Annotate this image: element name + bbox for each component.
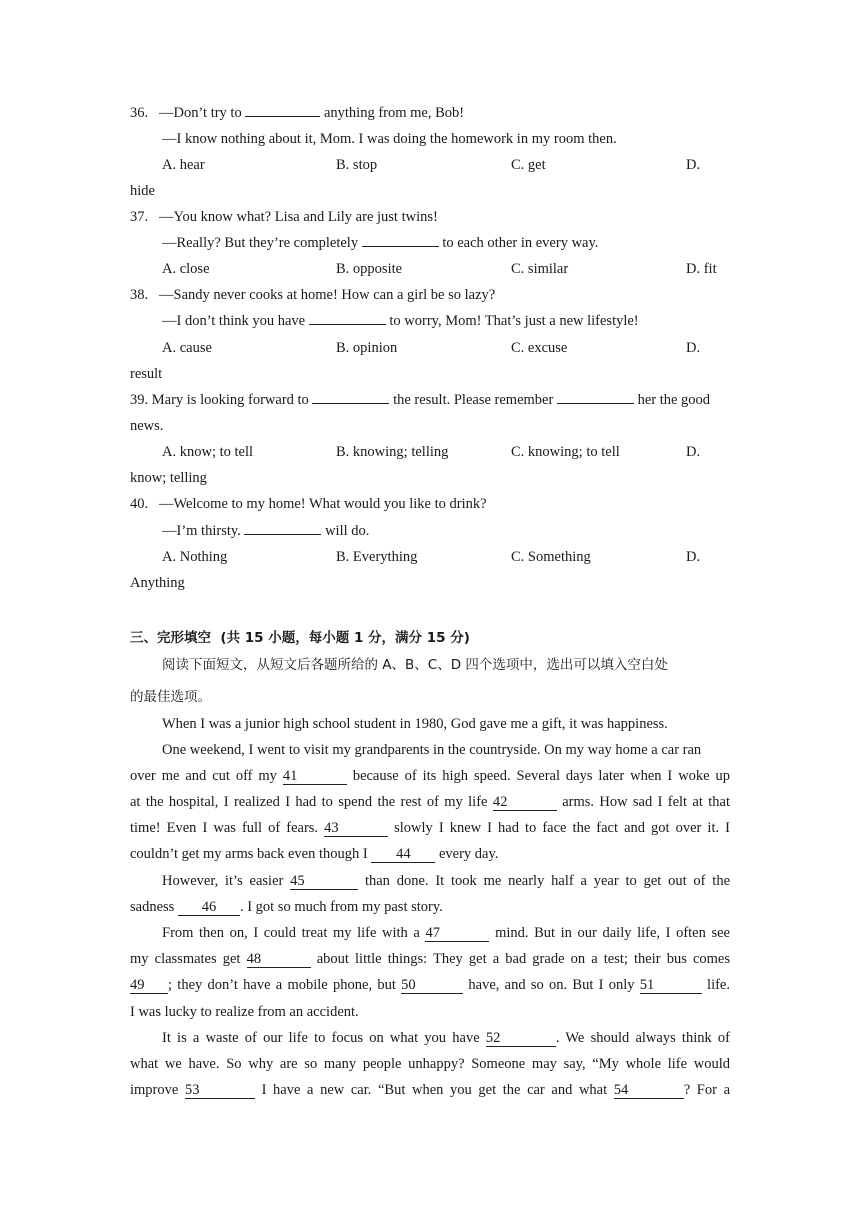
option-d: D. (686, 157, 701, 173)
passage-line: sadness 46 . I got so much from my past story. (130, 899, 443, 915)
option-c: C. similar (511, 261, 569, 277)
question-36-reply: —I know nothing about it, Mom. I was doing the homework in my room then. (162, 131, 617, 147)
option-a: A. cause (162, 340, 212, 356)
answer-blank (244, 534, 321, 535)
option-a: A. Nothing (162, 549, 228, 565)
option-a: A. know; to tell (162, 444, 254, 460)
option-a: A. hear (162, 157, 205, 173)
answer-blank (245, 116, 320, 117)
question-37-stem: 37. —You know what? Lisa and Lily are just twins! (130, 209, 438, 225)
blank-46: 46 (178, 899, 240, 916)
option-b: B. opinion (336, 340, 398, 356)
question-40-stem: 40. —Welcome to my home! What would you like to drink? (130, 496, 487, 512)
option-b: B. knowing; telling (336, 444, 449, 460)
answer-blank (362, 246, 439, 247)
blank-49: 49 (130, 977, 168, 994)
option-d: D. (686, 444, 701, 460)
option-c: C. Something (511, 549, 591, 565)
option-c: C. knowing; to tell (511, 444, 620, 460)
instructions-line-2: 的最佳选项。 (130, 689, 211, 705)
blank-50: 50 (401, 977, 463, 994)
passage-line: couldn’t get my arms back even though I 44 every day. (130, 846, 499, 862)
blank-53: 53 (185, 1082, 255, 1099)
blank-44: 44 (371, 846, 435, 863)
question-38-reply: —I don’t think you have to worry, Mom! That’s just a new lifestyle! (162, 313, 639, 329)
blank-48: 48 (247, 951, 311, 968)
passage-line: what we have. So why are so many people unhappy? Someone may say, “My whole life would (130, 1056, 730, 1072)
passage-line: However, it’s easier 45 than done. It took me nearly half a year to get out of the (162, 873, 731, 889)
blank-42: 42 (493, 794, 557, 811)
passage-paragraph-1: When I was a junior high school student in 1980, God gave me a gift, it was happiness. (162, 716, 668, 732)
option-b: B. opposite (336, 261, 403, 277)
answer-blank (312, 403, 389, 404)
option-d-text: result (130, 366, 163, 382)
option-c: C. excuse (511, 340, 568, 356)
blank-51: 51 (640, 977, 702, 994)
passage-line: over me and cut off my 41 because of its high speed. Several days later when I woke up (130, 768, 731, 784)
passage-line: improve 53 I have a new car. “But when you get the car and what 54 ? For a (130, 1082, 731, 1098)
blank-41: 41 (283, 768, 347, 785)
blank-54: 54 (614, 1082, 684, 1099)
answer-blank (309, 324, 386, 325)
passage-line: at the hospital, I realized I had to spend the rest of my life 42 arms. How sad I felt at that (130, 794, 730, 810)
option-d-text: Anything (130, 575, 185, 591)
passage-line: I was lucky to realize from an accident. (130, 1004, 359, 1020)
passage-line: my classmates get 48 about little things: They get a bad grade on a test; their bus comes (130, 951, 730, 967)
passage-line: It is a waste of our life to focus on what you have 52 . We should always think of (162, 1030, 731, 1046)
option-c: C. get (511, 157, 546, 173)
blank-47: 47 (425, 925, 489, 942)
option-d-text: know; telling (130, 470, 207, 486)
passage-line: One weekend, I went to visit my grandparents in the countryside. On my way home a car ran (162, 742, 702, 758)
question-39-stem: 39. Mary is looking forward to the result. Please remember her the good (130, 392, 711, 408)
passage-line: From then on, I could treat my life with a 47 mind. But in our daily life, I often see (162, 925, 730, 941)
question-39-stem-wrap: news. (130, 418, 164, 434)
section-title: 三、完形填空 (共 15 小题，每小题 1 分，满分 15 分) (130, 630, 470, 646)
blank-43: 43 (324, 820, 388, 837)
passage-line: time! Even I was full of fears. 43 slowly I knew I had to face the fact and got over it. I (130, 820, 730, 836)
question-38-stem: 38. —Sandy never cooks at home! How can a girl be so lazy? (130, 287, 496, 303)
blank-52: 52 (486, 1030, 556, 1047)
option-d: D. fit (686, 261, 717, 277)
blank-45: 45 (290, 873, 358, 890)
answer-blank (557, 403, 634, 404)
question-37-reply: —Really? But they’re completely to each other in every way. (162, 235, 599, 251)
passage-line: 49 ; they don’t have a mobile phone, but 50 have, and so on. But I only 51 life. (130, 977, 730, 993)
question-36-stem: 36. —Don’t try to anything from me, Bob! (130, 105, 465, 121)
option-b: B. Everything (336, 549, 418, 565)
option-b: B. stop (336, 157, 378, 173)
instructions-line-1: 阅读下面短文，从短文后各题所给的 A、B、C、D 四个选项中，选出可以填入空白处 (162, 657, 668, 673)
option-d: D. (686, 340, 701, 356)
option-a: A. close (162, 261, 210, 277)
option-d: D. (686, 549, 701, 565)
question-40-reply: —I’m thirsty. will do. (162, 523, 370, 539)
option-d-text: hide (130, 183, 155, 199)
